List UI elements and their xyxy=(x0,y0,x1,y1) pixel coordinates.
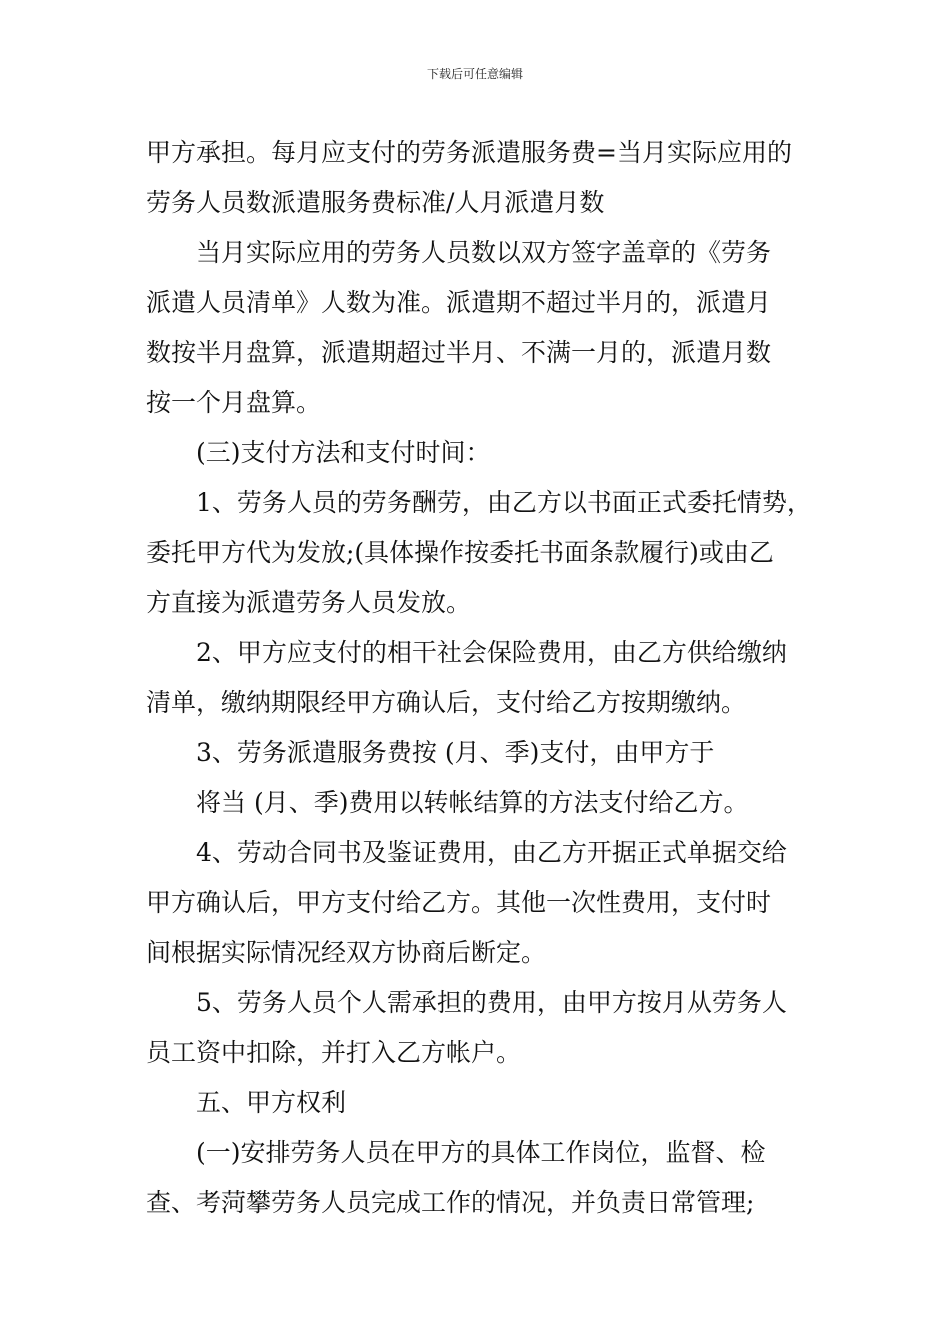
text-line: 1、劳务人员的劳务酬劳，由乙方以书面正式委托情势， xyxy=(196,488,812,517)
text-line: 委托甲方代为发放;(具体操作按委托书面条款履行)或由乙 xyxy=(146,538,774,567)
text-line: 员工资中扣除，并打入乙方帐户。 xyxy=(146,1038,522,1067)
text-line: 方直接为派遣劳务人员发放。 xyxy=(146,588,472,617)
text-line: 派遣人员清单》人数为准。派遣期不超过半月的，派遣月 xyxy=(146,288,772,317)
text-line: 5、劳务人员个人需承担的费用，由甲方按月从劳务人 xyxy=(196,988,787,1017)
text-line: 将当 (月、季)费用以转帐结算的方法支付给乙方。 xyxy=(196,788,749,817)
text-line: 清单，缴纳期限经甲方确认后，支付给乙方按期缴纳。 xyxy=(146,688,747,717)
text-line: 按一个月盘算。 xyxy=(146,388,322,417)
text-line: 间根据实际情况经双方协商后断定。 xyxy=(146,938,547,967)
text-line: 数按半月盘算，派遣期超过半月、不满一月的，派遣月数 xyxy=(146,338,772,367)
text-line: 五、甲方权利 xyxy=(196,1088,347,1117)
page-header: 下载后可任意编辑 xyxy=(426,67,523,81)
text-line: 甲方承担。每月应支付的劳务派遣服务费=当月实际应用的 xyxy=(146,138,792,167)
text-line: 甲方确认后，甲方支付给乙方。其他一次性费用，支付时 xyxy=(146,888,772,917)
text-line: 4、劳动合同书及鉴证费用，由乙方开据正式单据交给 xyxy=(196,838,787,867)
text-line: (一)安排劳务人员在甲方的具体工作岗位，监督、检 xyxy=(196,1138,766,1167)
text-line: 当月实际应用的劳务人员数以双方签字盖章的《劳务 xyxy=(196,238,772,267)
text-line: 查、考菏攀劳务人员完成工作的情况，并负责日常管理; xyxy=(146,1188,755,1217)
document-body xyxy=(146,128,836,1228)
text-line: (三)支付方法和支付时间： xyxy=(196,438,491,467)
text-line: 3、劳务派遣服务费按 (月、季)支付，由甲方于 xyxy=(196,738,715,767)
text-line: 2、甲方应支付的相干社会保险费用，由乙方供给缴纳 xyxy=(196,638,787,667)
text-line: 劳务人员数派遣服务费标准/人月派遣月数 xyxy=(146,188,605,217)
